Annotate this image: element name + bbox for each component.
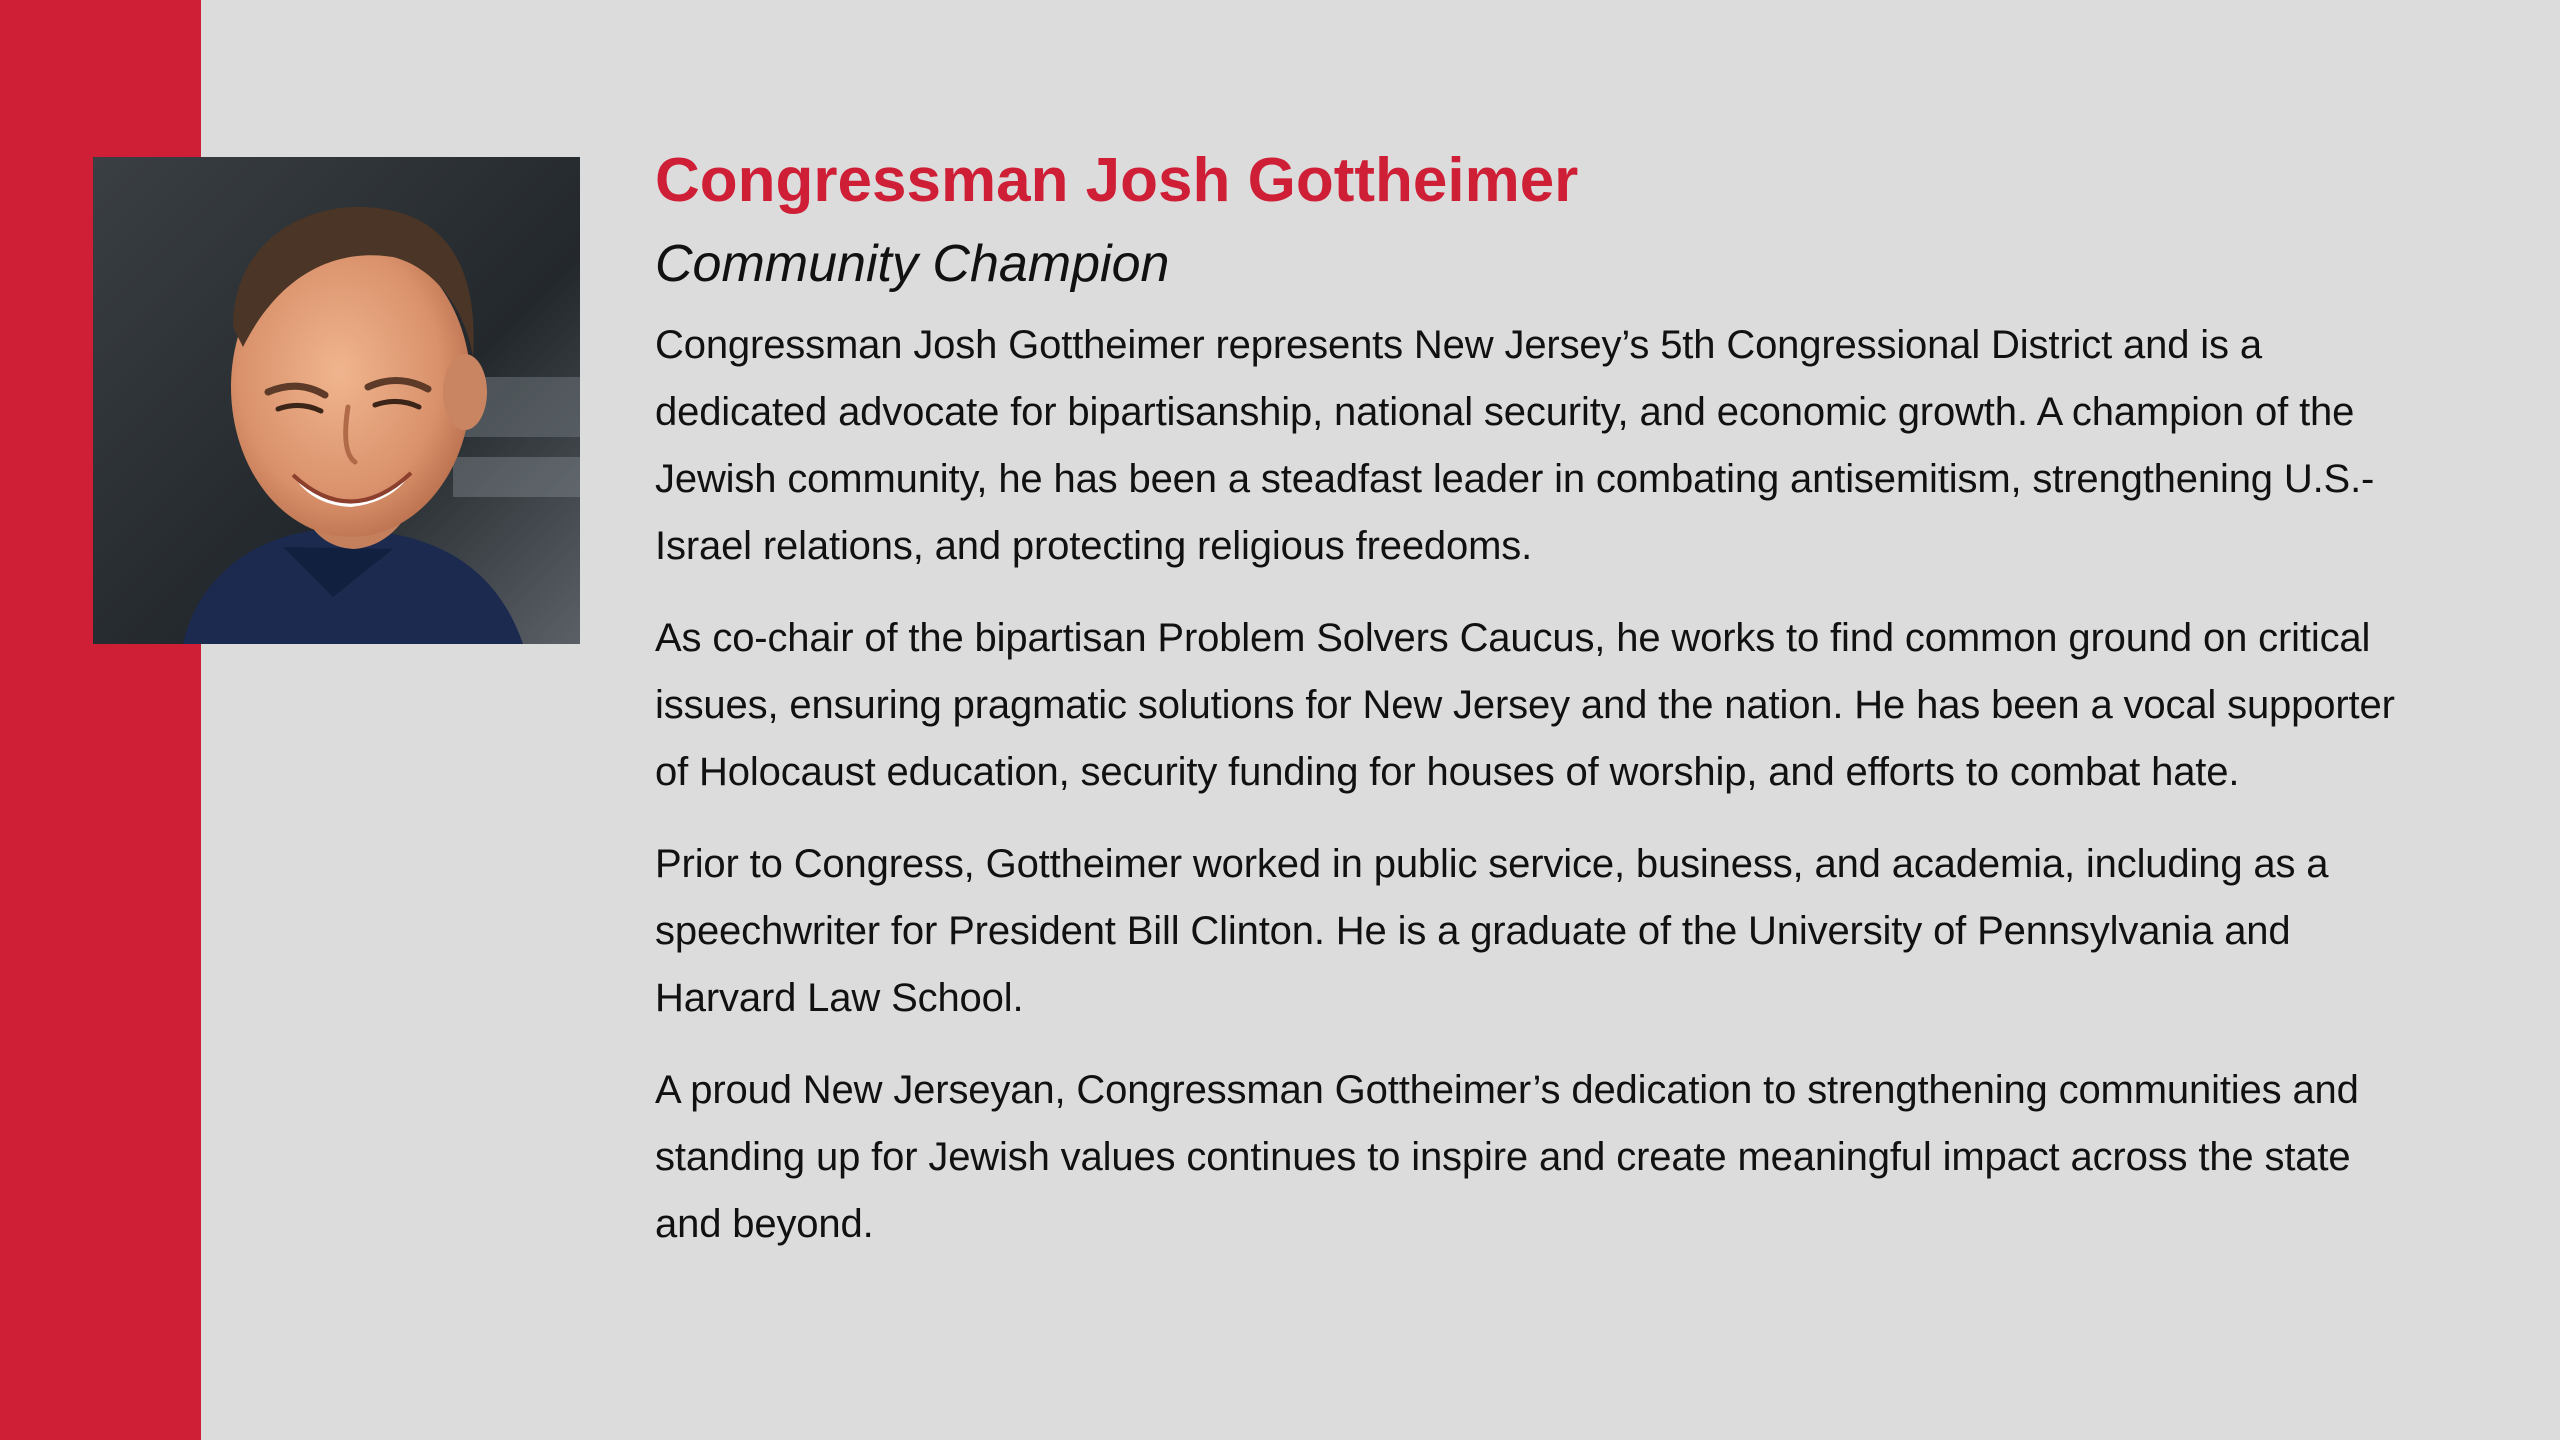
bio-paragraph-4: A proud New Jerseyan, Congressman Gottheimer’s dedication to strengthening communities and standing up for Jewish values continues to inspire and create meaningful impact across the state and beyond. (655, 1068, 2359, 1246)
bio-paragraph-3: Prior to Congress, Gottheimer worked in public service, business, and academia, including as a speechwriter for President Bill Clinton. He is a graduate of the University of Pennsylvania and Harvard Law School. (655, 842, 2329, 1020)
profile-subtitle: Community Champion (655, 235, 1170, 293)
bio-paragraph-2: As co-chair of the bipartisan Problem Solvers Caucus, he works to find common ground on critical issues, ensuring pragmatic solutions for New Jersey and the nation. He has been a vocal supporter of Holocaust education, security funding for houses of worship, and efforts to combat hate. (655, 616, 2395, 794)
bio-paragraph-1: Congressman Josh Gottheimer represents New Jersey’s 5th Congressional District and is a dedicated advocate for bipartisanship, national security, and economic growth. A champion of the Jewish community, he has been a steadfast leader in combating antisemitism, strengthening U.S.-Israel relations, and protecting religious freedoms. (655, 323, 2375, 568)
bio-content (655, 140, 2415, 1283)
portrait-illustration (93, 157, 580, 644)
portrait-photo (93, 157, 580, 644)
profile-name: Congressman Josh Gottheimer (655, 146, 1579, 215)
